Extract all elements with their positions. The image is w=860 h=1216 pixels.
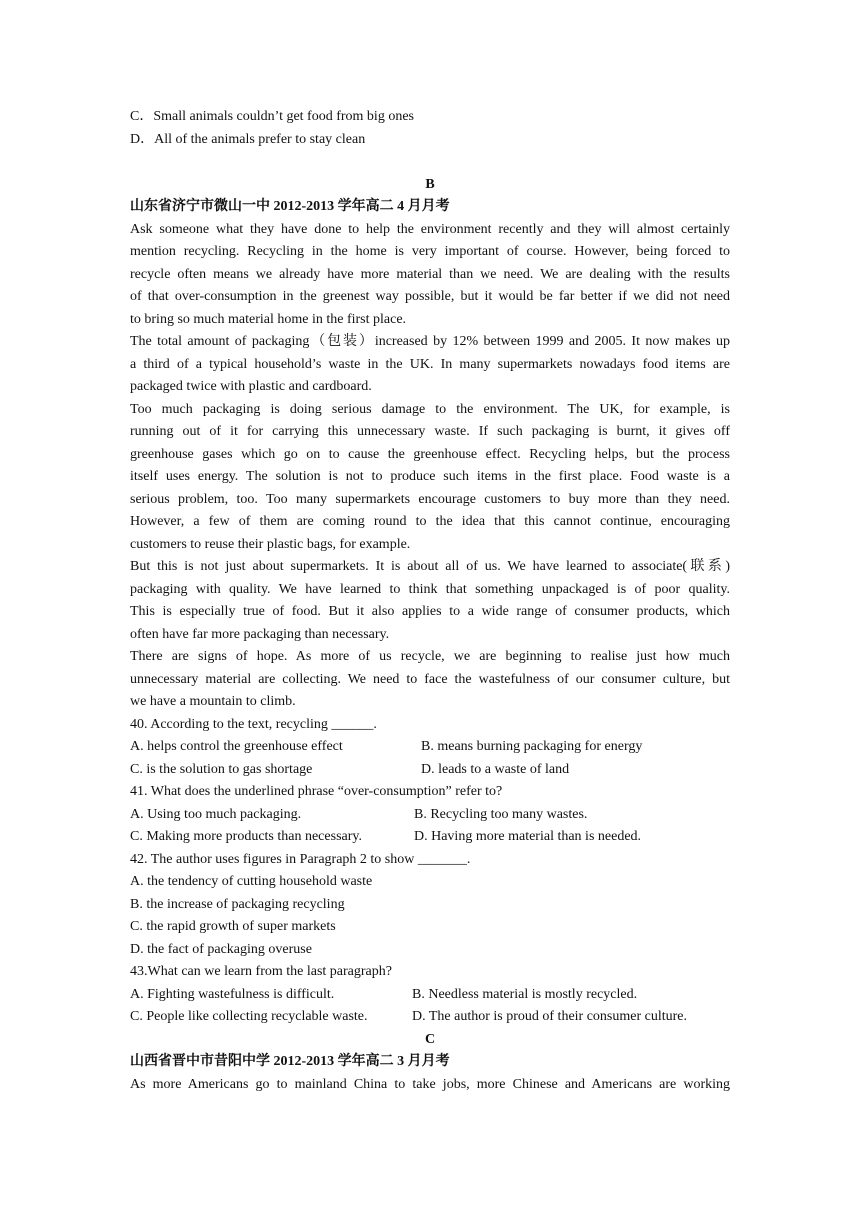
answer-option: C. is the solution to gas shortage xyxy=(130,761,313,777)
option-row xyxy=(130,871,730,894)
answer-option: A. helps control the greenhouse effect xyxy=(130,739,343,754)
passage-line: packaging with quality. We have learned to think that something unpackaged is of poor quality. xyxy=(130,581,730,597)
section-c-first-line: As more Americans go to mainland China to take jobs, more Chinese and Americans are working xyxy=(130,1076,730,1092)
option-row xyxy=(130,826,730,849)
passage-line: This is especially true of food. But it also applies to a wide range of consumer products, which xyxy=(130,604,730,619)
answer-option: D. Having more material than is needed. xyxy=(414,829,642,844)
option-row xyxy=(130,984,730,1007)
passage-line: a third of a typical household’s waste in the UK. In many supermarkets nowadays food items are xyxy=(130,356,730,372)
passage-line: Ask someone what they have done to help the environment recently and they will almost certainly xyxy=(130,221,730,237)
passage-line: itself uses energy. The solution is not to produce such items in the first place. Food waste is a xyxy=(130,469,730,484)
answer-option: B. Needless material is mostly recycled. xyxy=(412,986,638,1002)
answer-option: A. Using too much packaging. xyxy=(130,806,302,822)
answer-option: A. the tendency of cutting household waste xyxy=(130,874,373,889)
answer-option: C. the rapid growth of super markets xyxy=(130,919,336,934)
passage-line: Too much packaging is doing serious damage to the environment. The UK, for example, is xyxy=(130,401,730,417)
passage-line: packaged twice with plastic and cardboard. xyxy=(130,379,372,394)
answer-option: B. means burning packaging for energy xyxy=(421,739,643,754)
answer-option: C. Making more products than necessary. xyxy=(130,829,362,844)
question-stem: 41. What does the underlined phrase “over-consumption” refer to? xyxy=(130,784,503,799)
option-row xyxy=(130,759,730,782)
passage-line: The total amount of packaging（包装）increased by 12% between 1999 and 2005. It now makes up xyxy=(130,334,730,349)
passage-line: to bring so much material home in the first place. xyxy=(130,311,407,327)
option-row xyxy=(130,894,730,917)
section-b-source: 山东省济宁市微山一中 2012-2013 学年高二 4 月月考 xyxy=(130,199,450,214)
passage-line: serious problem, too. Too many supermarkets encourage customers to buy more than they need. xyxy=(130,491,730,507)
option-row xyxy=(130,1006,730,1029)
answer-option: B. the increase of packaging recycling xyxy=(130,896,345,912)
question-stem: 42. The author uses figures in Paragraph 2 to show _______. xyxy=(130,851,471,867)
passage-line: But this is not just about supermarkets. It is about all of us. We have learned to associate(联系) xyxy=(130,559,730,574)
prev-option-c: C．Small animals couldn’t get food from big ones xyxy=(130,109,414,124)
question-stem: 43.What can we learn from the last paragraph? xyxy=(130,964,392,979)
prev-option-d: D．All of the animals prefer to stay clean xyxy=(130,131,366,147)
passage-line: mention recycling. Recycling in the home is very important of course. However, being forced to xyxy=(130,244,730,259)
passage-line: running out of it for carrying this unnecessary waste. If such packaging is burnt, it gives off xyxy=(130,424,730,439)
answer-option: C. People like collecting recyclable waste. xyxy=(130,1009,368,1024)
passage-b xyxy=(130,219,730,714)
spacer xyxy=(130,151,730,174)
answer-option: D. the fact of packaging overuse xyxy=(130,941,312,957)
section-c-source: 山西省晋中市昔阳中学 2012-2013 学年高二 3 月月考 xyxy=(130,1054,450,1069)
passage-line: often have far more packaging than necessary. xyxy=(130,626,390,642)
section-b-heading: B xyxy=(425,176,435,192)
passage-line: There are signs of hope. As more of us recycle, we are beginning to realise just how much xyxy=(130,649,730,664)
answer-option: D. The author is proud of their consumer culture. xyxy=(412,1009,688,1024)
option-row xyxy=(130,939,730,962)
option-row xyxy=(130,736,730,759)
passage-line: of that over-consumption in the greenest way possible, but it would be far better if we did not need xyxy=(130,289,730,304)
passage-line: greenhouse gases which go on to cause the greenhouse effect. Recycling helps, but the process xyxy=(130,446,730,462)
document-content xyxy=(130,106,730,1096)
question-stem: 40. According to the text, recycling ______. xyxy=(130,716,377,732)
section-c-heading: C xyxy=(424,1031,436,1047)
questions-b xyxy=(130,714,730,1029)
option-row xyxy=(130,916,730,939)
option-row xyxy=(130,804,730,827)
answer-option: B. Recycling too many wastes. xyxy=(414,806,588,822)
answer-option: D. leads to a waste of land xyxy=(421,761,570,777)
answer-option: A. Fighting wastefulness is difficult. xyxy=(130,986,335,1002)
passage-line: recycle often means we already have more material than we need. We are dealing with the results xyxy=(130,266,730,282)
passage-line: However, a few of them are coming round to the idea that this cannot continue, encouraging xyxy=(130,514,730,529)
passage-line: customers to reuse their plastic bags, for example. xyxy=(130,536,411,552)
passage-line: unnecessary material are collecting. We need to face the wastefulness of our consumer culture, but xyxy=(130,671,730,687)
passage-line: we have a mountain to climb. xyxy=(130,694,296,709)
